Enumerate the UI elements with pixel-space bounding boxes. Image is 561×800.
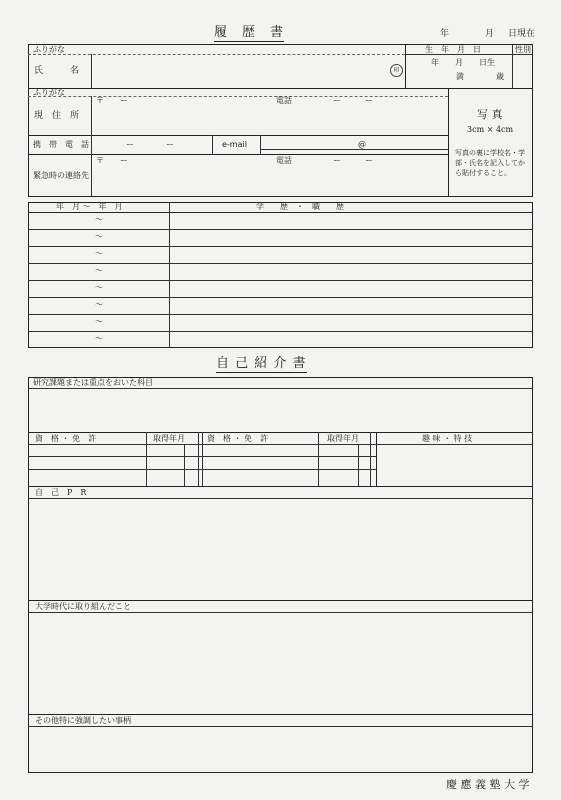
history-date-header: 年 月 〜 年 月: [56, 202, 123, 211]
gender-header: 性別: [515, 45, 531, 54]
mobile-field[interactable]: [93, 137, 210, 152]
birthdate-label: 年 月 日生: [431, 58, 495, 67]
research-field[interactable]: [30, 390, 531, 431]
college-label: 大学時代に取り組んだこと: [35, 602, 131, 611]
photo-area[interactable]: [449, 89, 532, 196]
form-title: 履 歴 書: [214, 25, 285, 40]
address-postal: 〒 ー: [96, 96, 128, 105]
photo-note-2: 部・氏名を記入してか: [455, 159, 525, 167]
self-pr-field[interactable]: [30, 500, 531, 599]
self-pr-label: 自 己 P R: [35, 488, 87, 497]
emergency-phone-label: 電話: [276, 156, 292, 165]
name-label: 氏 名: [34, 66, 80, 76]
age-label: 満 歳: [456, 72, 504, 81]
acquired-field-right[interactable]: [319, 445, 369, 485]
history-tilde: 〜: [95, 317, 103, 326]
mobile-dashes: ー ー: [126, 140, 174, 149]
address-phone-label: 電話: [276, 96, 292, 105]
history-content-header: 学 歴 ・ 職 歴: [256, 202, 344, 211]
hobby-field[interactable]: [378, 445, 531, 485]
address-field[interactable]: [93, 106, 443, 133]
university-name: 慶 應 義 塾 大 学: [446, 778, 530, 791]
photo-size: 3cm × 4cm: [467, 125, 514, 134]
photo-note-1: 写真の裏に学校名・学: [455, 149, 525, 157]
address-phone-dashes: ー ー: [333, 96, 373, 105]
address-furigana-label: ふりがな: [33, 88, 65, 97]
other-field[interactable]: [30, 728, 531, 771]
photo-note-3: ら貼付すること。: [455, 169, 511, 177]
date-suffix-label: 日現在: [508, 29, 536, 39]
email-field[interactable]: [262, 137, 446, 148]
history-tilde: 〜: [95, 334, 103, 343]
research-label: 研究課題または重点をおいた科目: [33, 378, 153, 387]
other-label: その他特に強調したい事柄: [35, 716, 131, 725]
gender-field[interactable]: [513, 55, 531, 87]
name-furigana-label: ふりがな: [33, 45, 65, 54]
history-tilde: 〜: [95, 283, 103, 292]
qual-header-right: 資 格 ・ 免 許: [207, 434, 269, 443]
qualification-field-left[interactable]: [30, 445, 144, 485]
history-tilde: 〜: [95, 300, 103, 309]
mobile-label: 携 帯 電 話: [33, 140, 89, 149]
photo-title: 写 真: [477, 108, 503, 121]
birth-header: 生 年 月 日: [425, 45, 481, 54]
hobby-header: 趣 味 ・ 特 技: [422, 434, 473, 443]
history-tilde: 〜: [95, 266, 103, 275]
acquired-header-right: 取得年月: [327, 434, 359, 443]
history-tilde: 〜: [95, 215, 103, 224]
seal-mark: 印: [390, 64, 403, 77]
intro-title: 自 己 紹 介 書: [216, 356, 307, 371]
history-content-field[interactable]: [171, 214, 531, 346]
date-month-label: 月: [485, 29, 495, 39]
acquired-field-left[interactable]: [147, 445, 197, 485]
history-date-field[interactable]: [30, 214, 167, 346]
name-field[interactable]: [95, 56, 380, 86]
qualification-field-right[interactable]: [203, 445, 317, 485]
emergency-postal: 〒 ー: [96, 156, 128, 165]
emergency-label: 緊急時の連絡先: [33, 171, 89, 180]
name-furigana-field[interactable]: [92, 45, 402, 54]
address-label: 現 住 所: [34, 111, 80, 121]
date-year-label: 年: [440, 29, 450, 39]
email-at: @: [358, 140, 366, 149]
college-field[interactable]: [30, 614, 531, 713]
qual-header-left: 資 格 ・ 免 許: [35, 434, 97, 443]
acquired-header-left: 取得年月: [153, 434, 185, 443]
history-tilde: 〜: [95, 232, 103, 241]
emergency-field[interactable]: [93, 166, 443, 194]
email-label: e-mail: [222, 140, 247, 149]
history-tilde: 〜: [95, 249, 103, 258]
emergency-phone-dashes: ー ー: [333, 156, 373, 165]
